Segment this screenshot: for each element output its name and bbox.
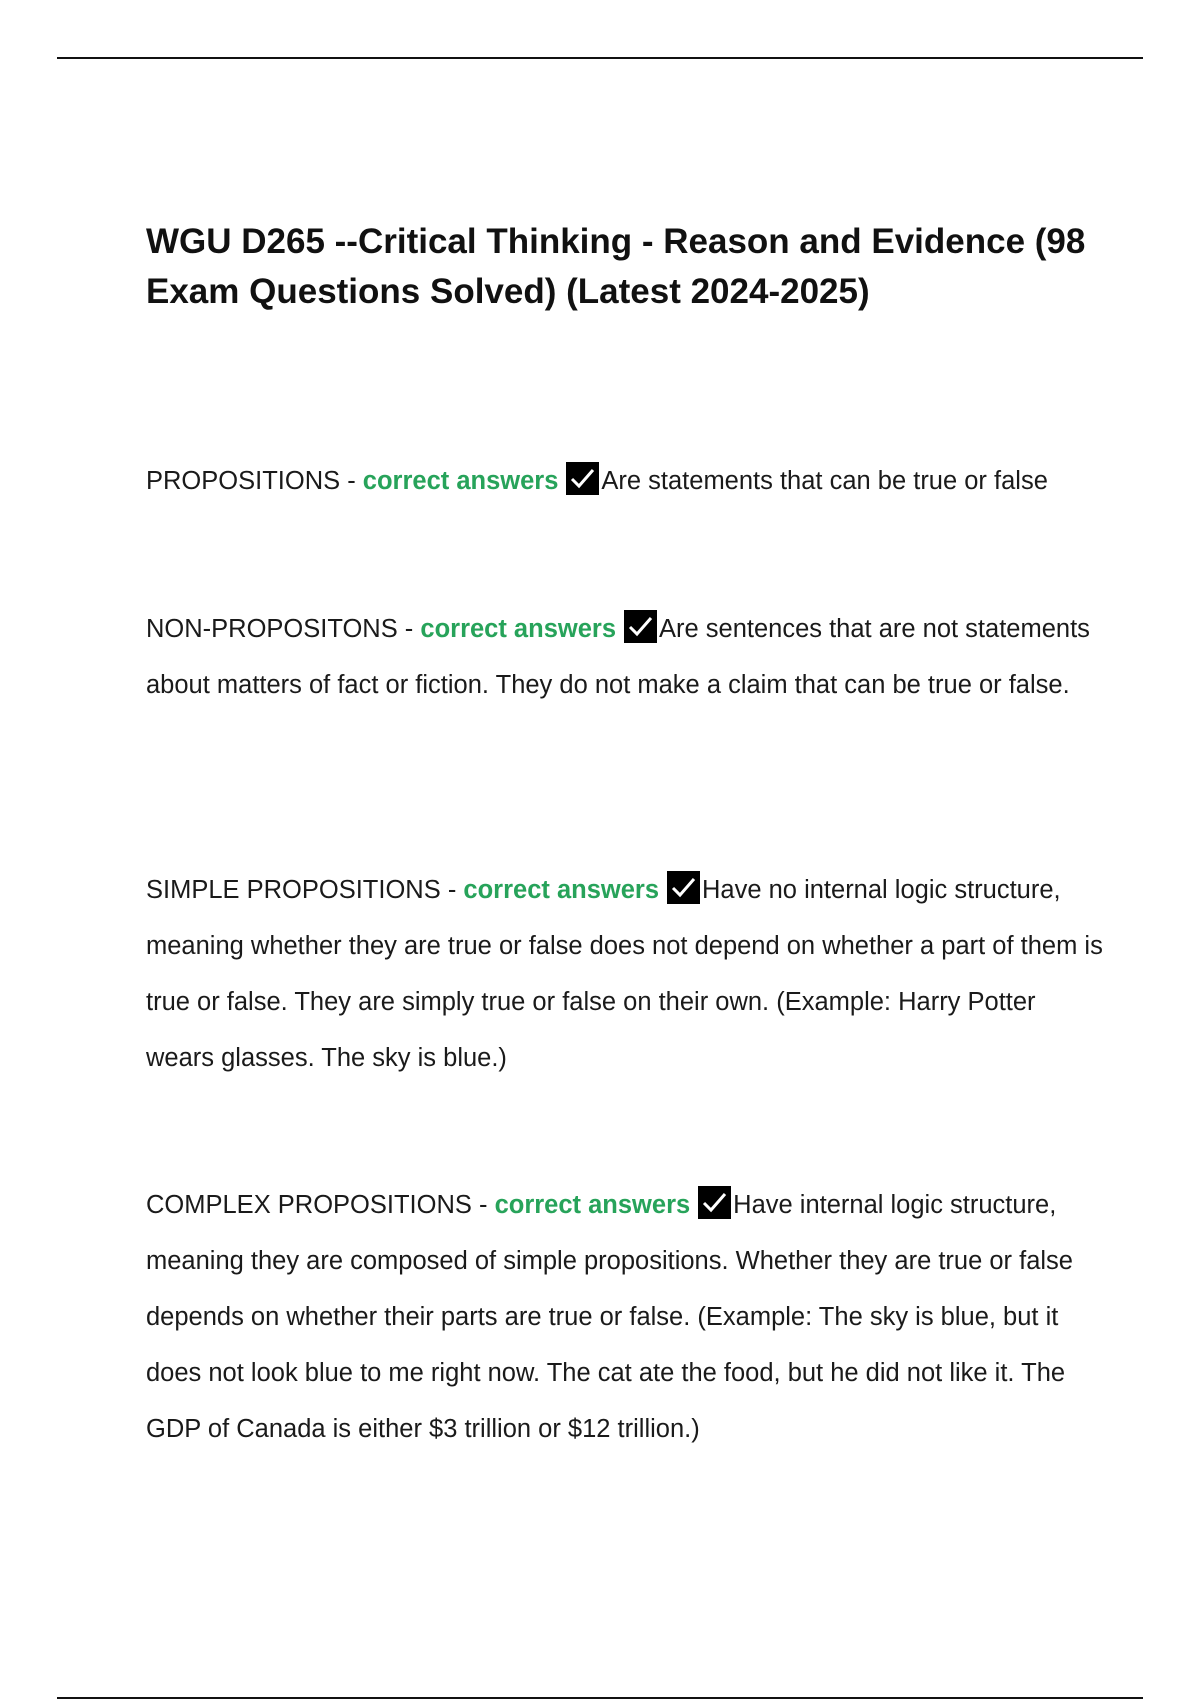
checkmark-icon (624, 610, 657, 643)
correct-answers-marker: correct answers (494, 1191, 691, 1219)
term-label: NON-PROPOSITONS - (146, 615, 421, 643)
qa-item-simple-propositions (146, 862, 1106, 1086)
qa-item-propositions (146, 453, 1106, 509)
answer-text: Have no internal logic structure, meaning whether they are true or false does not depend on whether a part of them is true or false. They are simply true or false on their own. (Example: Harry Potter wears glasses. The sky is blue.) (146, 876, 1103, 1072)
checkmark-icon (667, 871, 700, 904)
qa-item-complex-propositions (146, 1177, 1106, 1457)
checkmark-icon (566, 462, 599, 495)
top-rule (57, 57, 1143, 59)
answer-text: Have internal logic structure, meaning they are composed of simple propositions. Whether they are true or false depends on whether their parts are true or false. (Example: The sky is blue, but it does not look blue to me right now. The cat ate the food, but he did not like it. The GDP of Canada is either $3 trillion or $12 trillion.) (146, 1191, 1073, 1443)
term-label: COMPLEX PROPOSITIONS - (146, 1191, 495, 1219)
qa-item-non-propositions (146, 601, 1106, 713)
answer-text: Are statements that can be true or false (601, 467, 1048, 495)
correct-answers-marker: correct answers (420, 615, 616, 643)
correct-answers-marker: correct answers (463, 876, 660, 904)
term-label: PROPOSITIONS - (146, 467, 363, 495)
correct-answers-marker: correct answers (362, 467, 559, 495)
term-label: SIMPLE PROPOSITIONS - (146, 876, 464, 904)
document-title: WGU D265 --Critical Thinking - Reason and Evidence (98 Exam Questions Solved) (Latest 2024-2025) (146, 222, 1086, 311)
checkmark-icon (698, 1186, 731, 1219)
answer-text: Are sentences that are not statements about matters of fact or fiction. They do not make a claim that can be true or false. (146, 615, 1090, 699)
bottom-rule (57, 1697, 1143, 1699)
